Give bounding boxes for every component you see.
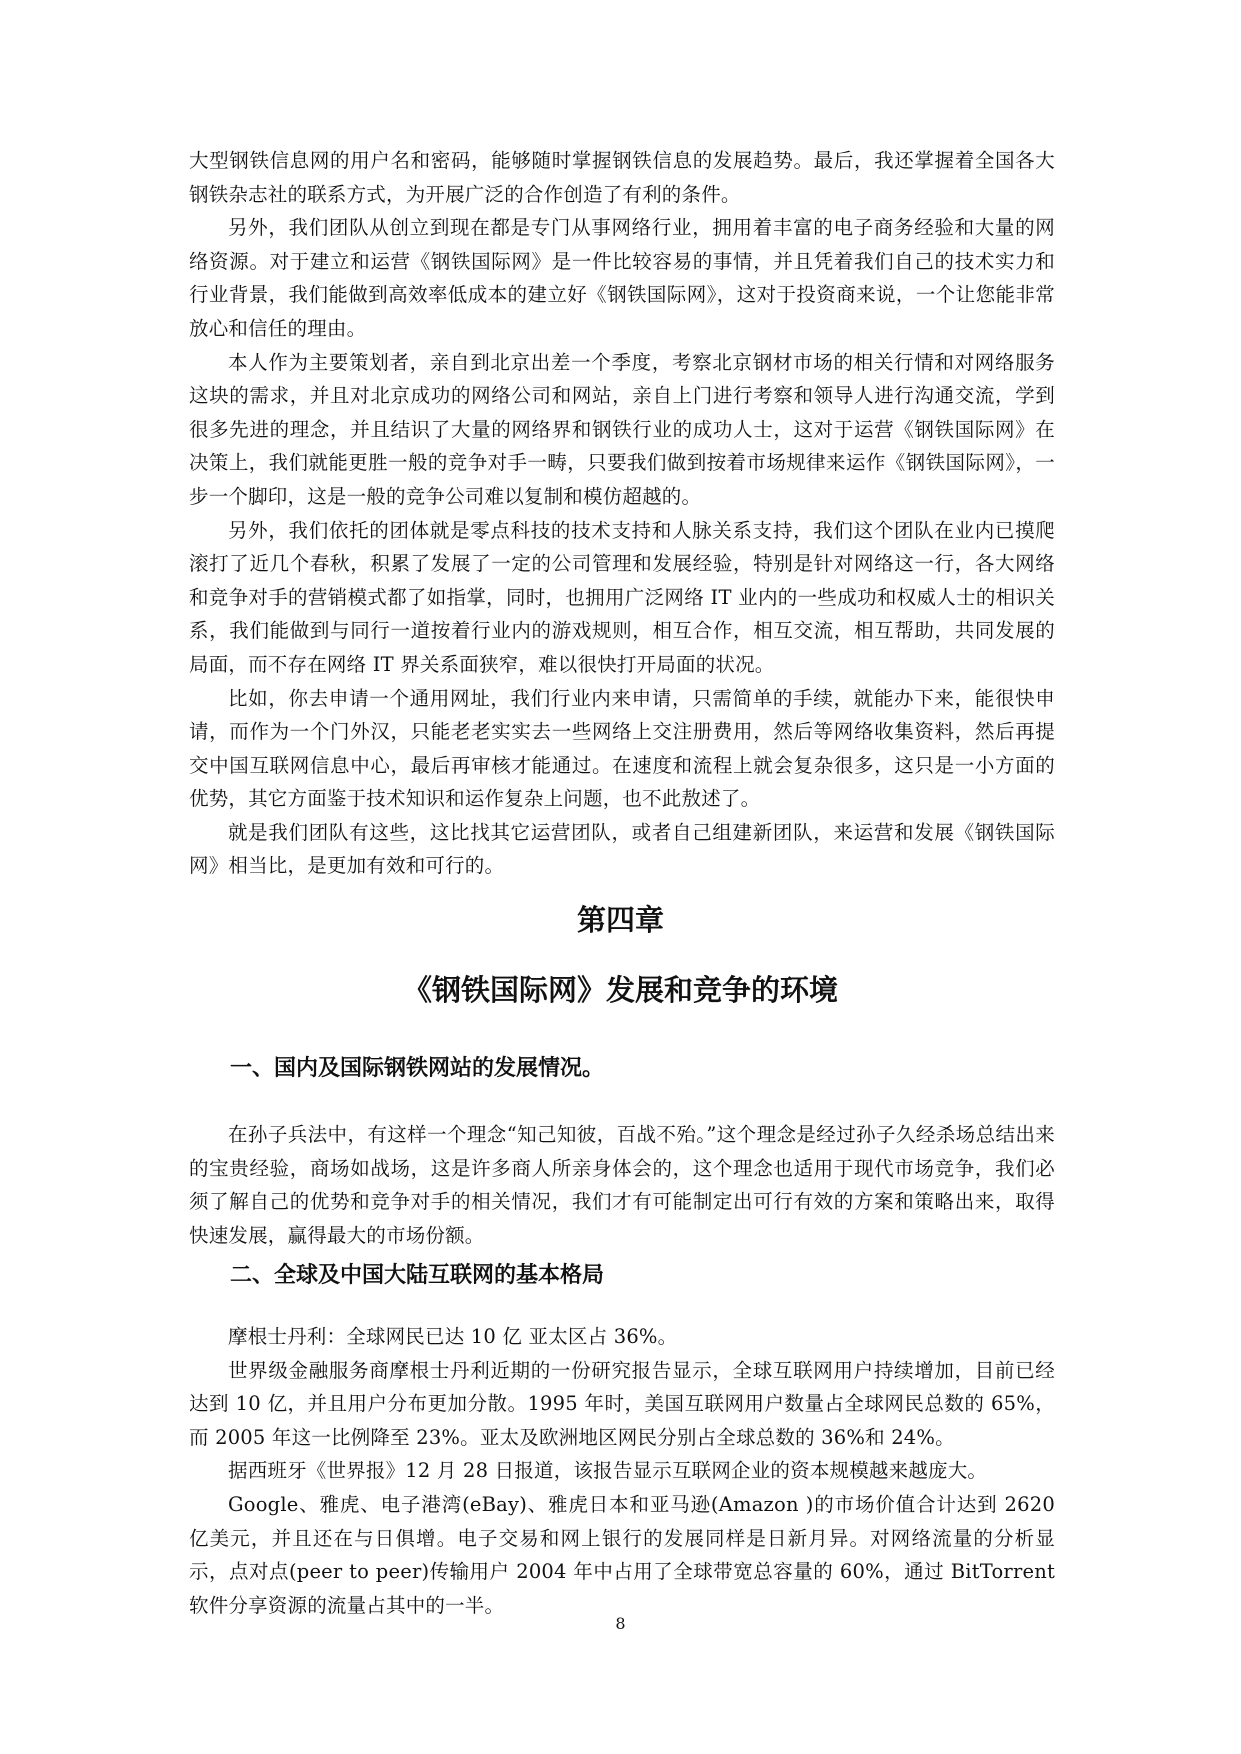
section-heading-1: 一、国内及国际钢铁网站的发展情况。 bbox=[230, 1056, 605, 1081]
body-text-block-1 bbox=[189, 144, 1055, 883]
section-heading-2: 二、全球及中国大陆互联网的基本格局 bbox=[230, 1263, 605, 1288]
paragraph: 比如，你去申请一个通用网址，我们行业内来申请，只需简单的手续，就能办下来，能很快申请，而作为一个门外汉，只能老老实实去一些网络上交注册费用，然后等网络收集资料，然后再提交中国互联网信息中心，最后再审核才能通过。在速度和流程上就会复杂很多，这只是一小方面的优势，其它方面鉴于技术知识和运作复杂上问题，也不此敖述了。 bbox=[189, 686, 1055, 811]
paragraph: 大型钢铁信息网的用户名和密码，能够随时掌握钢铁信息的发展趋势。最后，我还掌握着全国各大钢铁杂志社的联系方式，为开展广泛的合作创造了有利的条件。 bbox=[189, 149, 1055, 206]
paragraph: 世界级金融服务商摩根士丹利近期的一份研究报告显示，全球互联网用户持续增加，目前已经达到 10 亿，并且用户分布更加分散。1995 年时，美国互联网用户数量占全球网民总数的 65%，而 2005 年这一比例降至 23%。亚太及欧洲地区网民分别占全球总数的 36%和 24%。 bbox=[189, 1358, 1055, 1449]
paragraph: 据西班牙《世界报》12 月 28 日报道，该报告显示互联网企业的资本规模越来越庞大。 bbox=[228, 1459, 988, 1483]
paragraph: 另外，我们依托的团体就是零点科技的技术支持和人脉关系支持，我们这个团队在业内已摸爬滚打了近几个春秋，积累了发展了一定的公司管理和发展经验，特别是针对网络这一行，各大网络和竞争对手的营销模式都了如指掌，同时，也拥用广泛网络 IT 业内的一些成功和权威人士的相识关系，我们能做到与同行一道按着行业内的游戏规则，相互合作，相互交流，相互帮助，共同发展的局面，而不存在网络 IT 界关系面狭窄，难以很快打开局面的状况。 bbox=[189, 518, 1055, 676]
page-number: 8 bbox=[615, 1614, 626, 1633]
body-text-block-3 bbox=[189, 1320, 1055, 1622]
paragraph: 就是我们团队有这些，这比找其它运营团队，或者自己组建新团队，来运营和发展《钢铁国际网》相当比，是更加有效和可行的。 bbox=[189, 820, 1055, 878]
paragraph: 在孙子兵法中，有这样一个理念“知己知彼，百战不殆。”这个理念是经过孙子久经杀场总结出来的宝贵经验，商场如战场，这是许多商人所亲身体会的，这个理念也适用于现代市场竞争，我们必须了解自己的优势和竞争对手的相关情况，我们才有可能制定出可行有效的方案和策略出来，取得快速发展，赢得最大的市场份额。 bbox=[189, 1123, 1055, 1247]
paragraph: 摩根士丹利：全球网民已达 10 亿 亚太区占 36%。 bbox=[228, 1325, 678, 1348]
paragraph: 本人作为主要策划者，亲自到北京出差一个季度，考察北京钢材市场的相关行情和对网络服务这块的需求，并且对北京成功的网络公司和网站，亲自上门进行考察和领导人进行沟通交流，学到很多先进的理念，并且结识了大量的网络界和钢铁行业的成功人士，这对于运营《钢铁国际网》在决策上，我们就能更胜一般的竞争对手一畴，只要我们做到按着市场规律来运作《钢铁国际网》，一步一个脚印，这是一般的竞争公司难以复制和模仿超越的。 bbox=[189, 350, 1055, 508]
paragraph: 另外，我们团队从创立到现在都是专门从事网络行业，拥用着丰富的电子商务经验和大量的网络资源。对于建立和运营《钢铁国际网》是一件比较容易的事情，并且凭着我们自己的技术实力和行业背景，我们能做到高效率低成本的建立好《钢铁国际网》，这对于投资商来说，一个让您能非常放心和信任的理由。 bbox=[189, 216, 1055, 340]
chapter-title: 第四章 bbox=[576, 903, 664, 937]
body-text-block-2 bbox=[189, 1118, 1055, 1252]
paragraph: Google、雅虎、电子港湾(eBay)、雅虎日本和亚马逊(Amazon )的市场价值合计达到 2620 亿美元，并且还在与日俱增。电子交易和网上银行的发展同样是日新月异。对网络流量的分析显示，点对点(peer to peer)传输用户 2004 年中占用了全球带宽总容量的 60%，通过 BitTorrent 软件分享资源的流量占其中的一半。 bbox=[189, 1492, 1055, 1617]
chapter-subtitle: 《钢铁国际网》发展和竞争的环境 bbox=[402, 973, 838, 1007]
